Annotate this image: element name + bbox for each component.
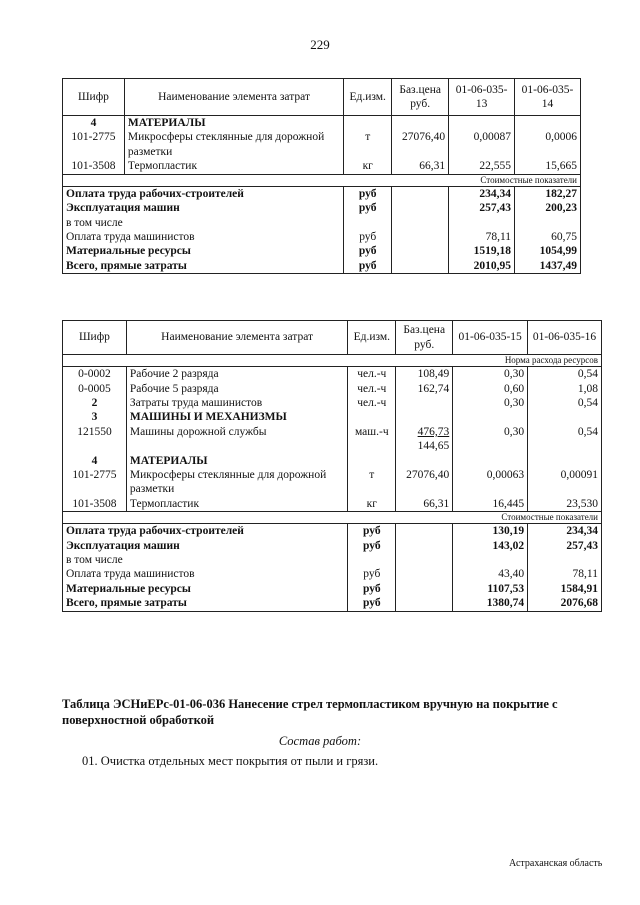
summary-row: в том числе (63, 216, 581, 230)
section-row: 4 МАТЕРИАЛЫ (63, 116, 581, 131)
header-price: Баз.цена руб. (392, 79, 449, 116)
summary-row: Эксплуатация машин руб 257,43 200,23 (63, 201, 581, 215)
resource-table-2 (62, 320, 602, 612)
summary-row: Материальные ресурсы руб 1107,53 1584,91 (63, 582, 602, 596)
table-row: 101-3508 Термопластик кг 66,31 22,555 15,665 (63, 159, 581, 174)
header-col1: 01-06-035-15 (453, 321, 528, 355)
table-row: 121550 Машины дорожной службы маш.-ч 476,73 144,65 0,30 0,54 (63, 425, 602, 454)
table-row: 0-0005 Рабочие 5 разряда чел.-ч 162,74 0,60 1,08 (63, 382, 602, 396)
table-row: 0-0002 Рабочие 2 разряда чел.-ч 108,49 0,30 0,54 (63, 367, 602, 382)
summary-row: Эксплуатация машин руб 143,02 257,43 (63, 539, 602, 553)
header-col2: 01-06-035-14 (515, 79, 581, 116)
header-col2: 01-06-035-16 (528, 321, 602, 355)
header-col1: 01-06-035-13 (449, 79, 515, 116)
region-footer: Астраханская область (509, 858, 603, 869)
table-header (63, 321, 602, 355)
cost-label-row: Стоимостные показатели (63, 174, 581, 186)
header-price: Баз.цена руб. (396, 321, 453, 355)
summary-row: Оплата труда рабочих-строителей руб 130,19 234,34 (63, 524, 602, 539)
cost-label-row: Стоимостные показатели (63, 512, 602, 524)
summary-row: Оплата труда машинистов руб 78,11 60,75 (63, 230, 581, 244)
section-row: 3 МАШИНЫ И МЕХАНИЗМЫ (63, 410, 602, 424)
header-unit: Ед.изм. (348, 321, 396, 355)
work-item: 01. Очистка отдельных мест покрытия от пыли и грязи. (82, 754, 379, 768)
summary-row: Материальные ресурсы руб 1519,18 1054,99 (63, 244, 581, 258)
table-row: 101-2775 Микросферы стеклянные для дорожной разметки т 27076,40 0,00063 0,00091 (63, 468, 602, 497)
summary-row: Всего, прямые затраты руб 1380,74 2076,68 (63, 596, 602, 611)
header-name: Наименование элемента затрат (124, 79, 343, 116)
work-composition-heading: Состав работ: (278, 734, 362, 748)
norm-label-row: Норма расхода ресурсов (63, 355, 602, 367)
table-row: 101-2775 Микросферы стеклянные для дорожной разметки т 27076,40 0,00087 0,0006 (63, 130, 581, 159)
table-title: Таблица ЭСНиЕРс-01-06-036 Нанесение стрел термопластиком вручную на покрытие с поверхностной обработкой (62, 697, 558, 728)
section-row: 4 МАТЕРИАЛЫ (63, 454, 602, 468)
page-number: 229 (310, 37, 330, 52)
table-row: 101-3508 Термопластик кг 66,31 16,445 23,530 (63, 497, 602, 512)
summary-row: Всего, прямые затраты руб 2010,95 1437,49 (63, 259, 581, 274)
summary-row: в том числе (63, 553, 602, 567)
summary-row: Оплата труда рабочих-строителей руб 234,34 182,27 (63, 186, 581, 201)
table-header (63, 79, 581, 116)
header-name: Наименование элемента затрат (126, 321, 347, 355)
summary-row: Оплата труда машинистов руб 43,40 78,11 (63, 567, 602, 581)
header-code: Шифр (63, 79, 125, 116)
resource-table-1 (62, 78, 581, 274)
header-code: Шифр (63, 321, 127, 355)
header-unit: Ед.изм. (344, 79, 392, 116)
table-row: 2 Затраты труда машинистов чел.-ч 0,30 0,54 (63, 396, 602, 410)
